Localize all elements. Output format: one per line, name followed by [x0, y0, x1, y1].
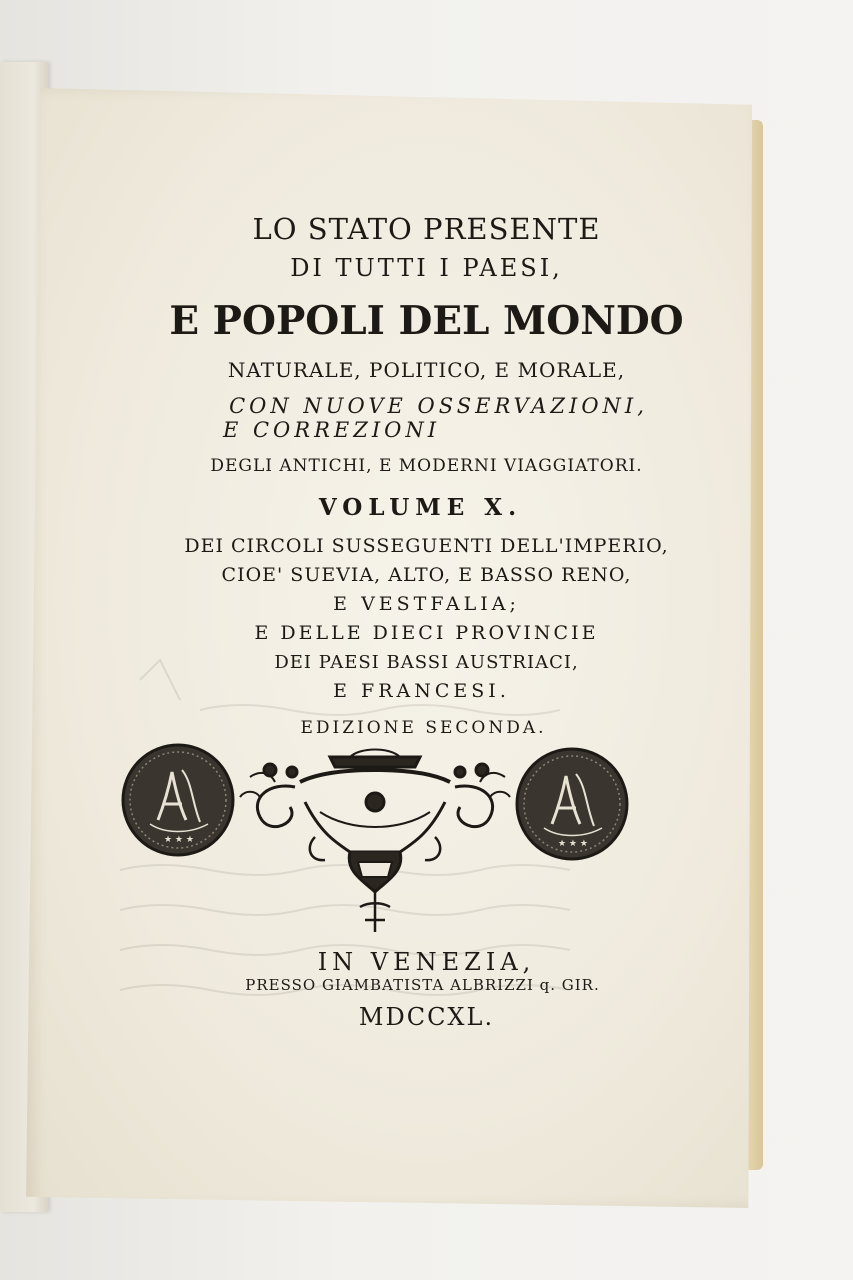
left-medallion	[123, 745, 233, 855]
right-medallion	[517, 749, 627, 859]
subtitle-naturale: NATURALE, POLITICO, E MORALE,	[227, 358, 626, 382]
svg-text:★ ★ ★: ★ ★ ★	[558, 839, 588, 849]
central-cartouche	[240, 750, 510, 933]
imprint-year: MDCCXL.	[358, 1003, 495, 1031]
subtitle-osservazioni: CON NUOVE OSSERVAZIONI,	[229, 394, 648, 418]
volume-number: VOLUME X.	[318, 494, 523, 521]
svg-text:★ ★ ★: ★ ★ ★	[164, 835, 194, 845]
imprint-place: IN VENEZIA,	[317, 948, 536, 976]
contents-line-vestfalia: E VESTFALIA;	[333, 593, 520, 615]
contents-line-provincie: E DELLE DIECI PROVINCIE	[254, 622, 599, 644]
edition-label: EDIZIONE SECONDA.	[300, 718, 547, 738]
contents-line-circoli: DEI CIRCOLI SUSSEGUENTI DELL'IMPERIO,	[184, 535, 669, 557]
contents-line-paesi-bassi: DEI PAESI BASSI AUSTRIACI,	[274, 652, 579, 673]
main-title: E POPOLI DEL MONDO	[169, 298, 684, 344]
contents-line-francesi: E FRANCESI.	[333, 680, 510, 702]
title-line-di-tutti: DI TUTTI I PAESI,	[290, 254, 563, 282]
contents-line-suevia: CIOE' SUEVIA, ALTO, E BASSO RENO,	[221, 564, 632, 586]
subtitle-correzioni: E CORREZIONI	[222, 418, 440, 442]
imprint-publisher: PRESSO GIAMBATISTA ALBRIZZI q. GIR.	[245, 976, 600, 994]
subtitle-viaggiatori: DEGLI ANTICHI, E MODERNI VIAGGIATORI.	[210, 456, 643, 476]
title-line-lo-stato: LO STATO PRESENTE	[252, 212, 601, 246]
printer-device-icon	[120, 742, 632, 942]
